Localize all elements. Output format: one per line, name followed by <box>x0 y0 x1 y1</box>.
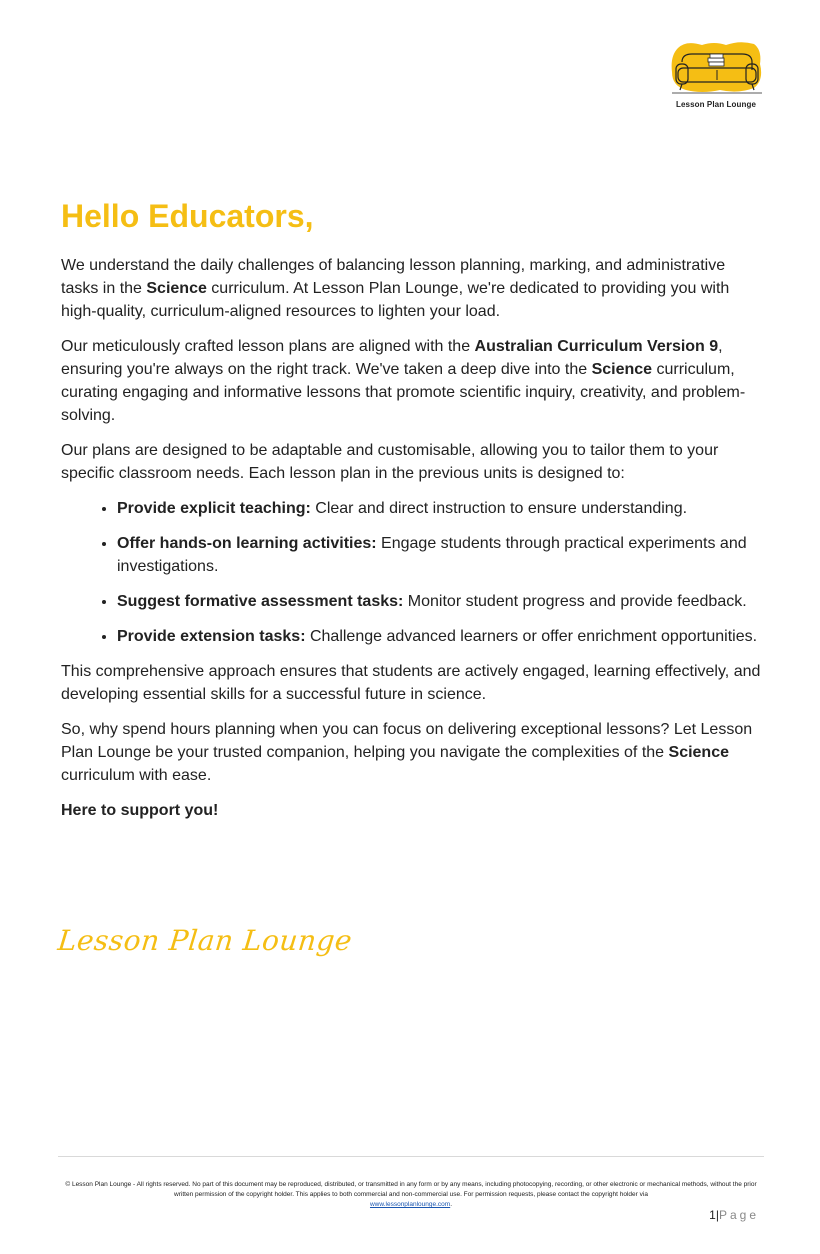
sofa-icon <box>668 40 764 100</box>
closing-line: Here to support you! <box>61 802 219 819</box>
website-link[interactable]: www.lessonplanlounge.com <box>369 1201 451 1208</box>
logo-text: Lesson Plan Lounge <box>675 100 757 109</box>
page-title: Hello Educators, <box>61 198 314 234</box>
list-item: • Provide extension tasks: Challenge advanced learners or offer enrichment opportunities. <box>117 625 761 648</box>
paragraph-adaptable: Our plans are designed to be adaptable and customisable, allowing you to tailor them to your specific classroom needs. Each lesson plan in the previous units is designed to: <box>61 442 719 482</box>
feature-list <box>61 497 761 648</box>
page-number: 1|Page <box>709 1208 759 1222</box>
paragraph-approach: This comprehensive approach ensures that students are actively engaged, learning effectively, and developing essential skills for a successful future in science. <box>61 663 761 703</box>
paragraph-intro: We understand the daily challenges of balancing lesson planning, marking, and administrative tasks in the Science curriculum. At Lesson Plan Lounge, we're dedicated to providing you with high-quality, curriculum-aligned resources to lighten your load. <box>61 257 730 320</box>
paragraph-curriculum: Our meticulously crafted lesson plans are aligned with the Australian Curriculum Version 9, ensuring you're always on the right track. We've taken a deep dive into the Science curriculum, curating engaging and informative lessons that promote scientific inquiry, creativity, and problem-solving. <box>61 338 746 424</box>
signature: Lesson Plan Lounge <box>56 924 354 957</box>
letter-body <box>61 254 761 834</box>
footer-divider <box>58 1156 764 1157</box>
copyright-notice: © Lesson Plan Lounge - All rights reserved. No part of this document may be reproduced, distributed, or transmitted in any form or by any means, including photocopying, recording, or other electronic or mechanical methods, without the prior written permission of the copyright holder. This applies to both commercial and non-commercial use. For permission requests, please contact the copyright holder via www.lessonplanlounge.com. <box>65 1181 757 1208</box>
list-item: • Provide explicit teaching: Clear and direct instruction to ensure understanding. <box>117 497 761 520</box>
list-item: • Suggest formative assessment tasks: Monitor student progress and provide feedback. <box>117 590 761 613</box>
list-item: • Offer hands-on learning activities: Engage students through practical experiments and investigations. <box>117 532 761 578</box>
brand-logo <box>668 40 764 114</box>
paragraph-pitch: So, why spend hours planning when you can focus on delivering exceptional lessons? Let Lesson Plan Lounge be your trusted companion, helping you navigate the complexities of the Science curriculum with ease. <box>61 721 753 784</box>
